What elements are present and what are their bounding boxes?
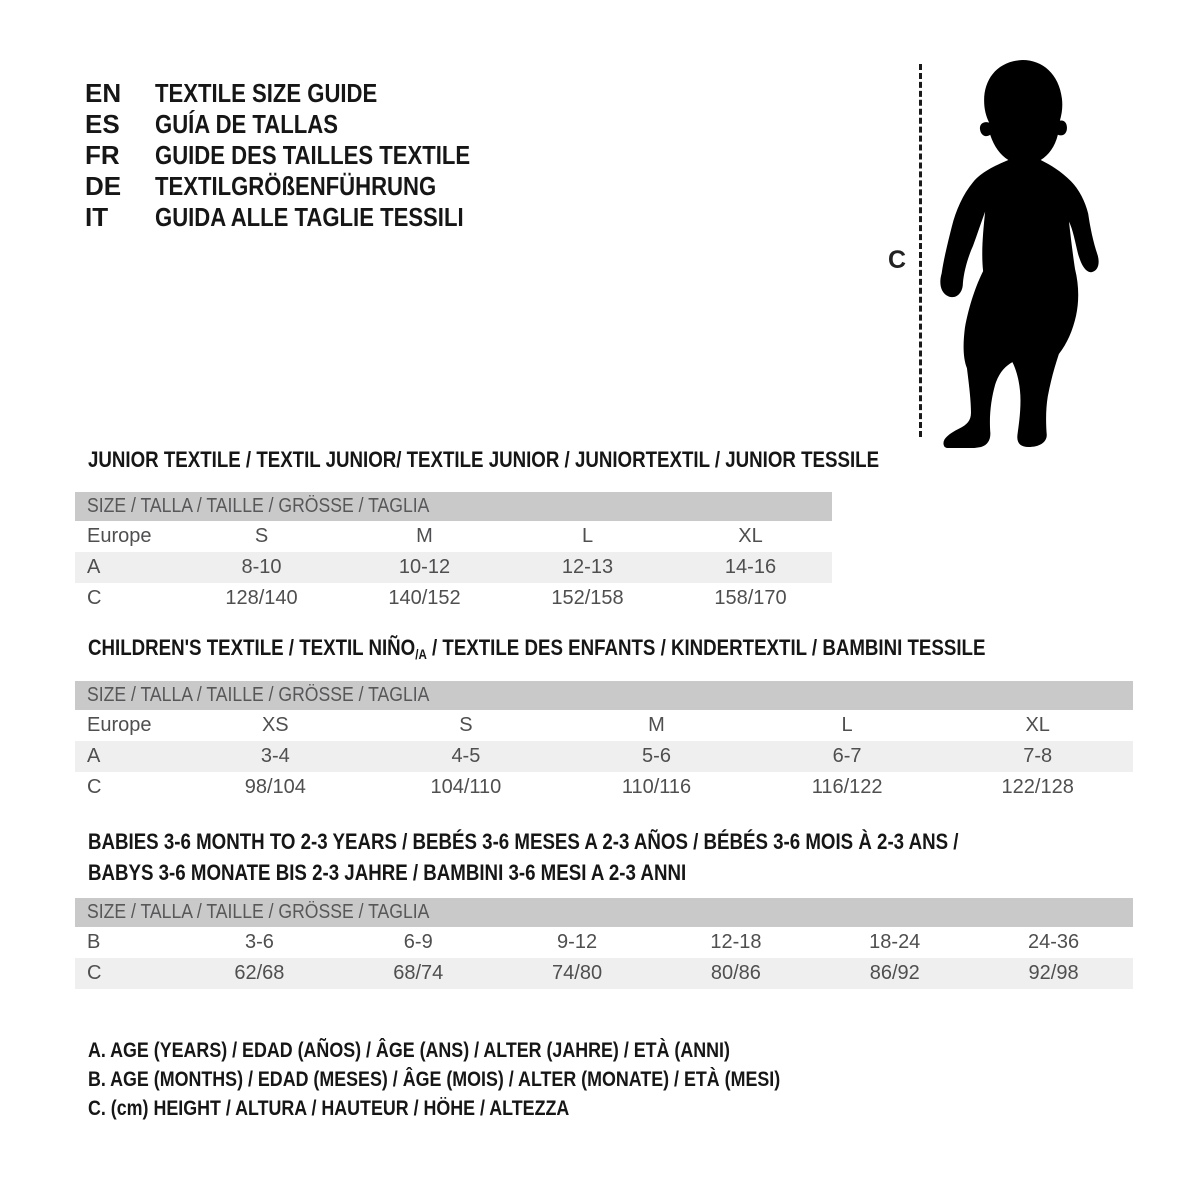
table-cell: 62/68: [234, 962, 285, 984]
row-label: Europe: [87, 714, 152, 736]
language-list: [85, 78, 526, 233]
babies-size-table: [75, 898, 1133, 989]
language-code: EN: [85, 78, 122, 108]
table-cell: 14-16: [724, 556, 777, 578]
table-cell: 3-6: [244, 931, 274, 953]
row-label: A: [87, 745, 101, 767]
babies-caption-line2: BABYS 3-6 MONATE BIS 2-3 JAHRE / BAMBINI 3-6 MESI A 2-3 ANNI: [88, 860, 687, 885]
table-cell: XS: [261, 714, 289, 736]
children-table-caption-text: [88, 632, 985, 666]
table-cell: L: [581, 525, 594, 547]
table-cell: 12-18: [710, 931, 762, 953]
junior-table-caption-text: JUNIOR TEXTILE / TEXTIL JUNIOR/ TEXTILE JUNIOR / JUNIORTEXTIL / JUNIOR TESSILE: [88, 447, 880, 472]
table-cell: 18-24: [869, 931, 921, 953]
row-label: A: [87, 556, 101, 578]
caption-part: / TEXTILE DES ENFANTS / KINDERTEXTIL / BAMBINI TESSILE: [426, 635, 986, 660]
table-cell: 86/92: [869, 962, 920, 984]
table-cell: 92/98: [1028, 962, 1079, 984]
table-cell: 110/116: [621, 776, 692, 798]
legend-text: C. (cm) HEIGHT / ALTURA / HAUTEUR / HÖHE / ALTEZZA: [88, 1097, 570, 1120]
language-code: FR: [85, 140, 120, 170]
table-cell: M: [648, 714, 665, 736]
table-cell: 5-6: [642, 745, 671, 767]
table-cell: XL: [1025, 714, 1050, 736]
table-header: [75, 492, 832, 521]
row-label: B: [87, 931, 101, 953]
table-cell: 7-8: [1023, 745, 1053, 767]
language-title: GUIDE DES TAILLES TEXTILE: [155, 140, 471, 170]
table-cell: 122/128: [1001, 776, 1074, 798]
table-cell: XL: [738, 525, 763, 547]
height-measure-label: C: [888, 246, 907, 274]
legend: [88, 1036, 902, 1123]
table-cell: 6-9: [403, 931, 433, 953]
caption-part: CHILDREN'S TEXTILE / TEXTIL NIÑO: [88, 635, 416, 660]
table-cell: 9-12: [557, 931, 598, 953]
table-cell: M: [416, 525, 433, 547]
babies-table-caption: [88, 826, 1112, 888]
row-label: C: [87, 776, 102, 798]
table-header-text: SIZE / TALLA / TAILLE / GRÖSSE / TAGLIA: [87, 684, 430, 706]
table-row: [75, 521, 832, 552]
table-cell: 140/152: [388, 587, 461, 609]
row-label: C: [87, 587, 102, 609]
table-header: [75, 681, 1133, 710]
language-title: TEXTILGRÖßENFÜHRUNG: [155, 171, 437, 201]
table-cell: 3-4: [260, 745, 290, 767]
language-row: [85, 140, 526, 171]
table-row: [75, 710, 1133, 741]
table-cell: 116/122: [811, 776, 883, 798]
table-row: [75, 552, 832, 583]
table-cell: 158/170: [714, 587, 787, 609]
language-code: DE: [85, 171, 122, 201]
toddler-silhouette-icon: [933, 58, 1111, 448]
table-cell: 8-10: [241, 556, 282, 578]
language-row: [85, 78, 526, 109]
table-cell: S: [459, 714, 473, 736]
junior-table-caption: [88, 444, 1019, 475]
language-code: IT: [85, 202, 109, 232]
table-cell: 6-7: [832, 745, 862, 767]
children-table-caption: [88, 632, 1144, 666]
table-cell: 128/140: [225, 587, 298, 609]
table-cell: 74/80: [552, 962, 603, 984]
table-cell: 152/158: [551, 587, 624, 609]
language-title: GUIDA ALLE TAGLIE TESSILI: [155, 202, 464, 232]
table-row: [75, 958, 1133, 989]
language-row: [85, 109, 526, 140]
table-cell: 10-12: [398, 556, 451, 578]
row-label: Europe: [87, 525, 152, 547]
babies-caption-line1: BABIES 3-6 MONTH TO 2-3 YEARS / BEBÉS 3-6 MESES A 2-3 AÑOS / BÉBÉS 3-6 MOIS À 2-3 ANS /: [88, 829, 959, 854]
language-title: GUÍA DE TALLAS: [155, 109, 338, 139]
height-measure-dashed-line: [919, 64, 922, 437]
table-cell: 12-13: [561, 556, 614, 578]
table-cell: L: [841, 714, 853, 736]
table-cell: 80/86: [710, 962, 761, 984]
language-row: [85, 171, 526, 202]
junior-size-table: [75, 492, 832, 614]
row-label: C: [87, 962, 102, 984]
table-row: [75, 583, 832, 614]
table-row: [75, 741, 1133, 772]
legend-line-b: [88, 1065, 902, 1094]
language-code: ES: [85, 109, 120, 139]
table-cell: 24-36: [1027, 931, 1080, 953]
table-cell: 104/110: [430, 776, 502, 798]
children-size-table: [75, 681, 1133, 803]
language-title: TEXTILE SIZE GUIDE: [155, 78, 378, 108]
table-header-text: SIZE / TALLA / TAILLE / GRÖSSE / TAGLIA: [87, 901, 430, 923]
table-header: [75, 898, 1133, 927]
legend-line-a: [88, 1036, 902, 1065]
legend-line-c: [88, 1094, 902, 1123]
table-cell: 68/74: [393, 962, 444, 984]
table-row: [75, 772, 1133, 803]
table-cell: 4-5: [451, 745, 481, 767]
table-row: [75, 927, 1133, 958]
legend-text: B. AGE (MONTHS) / EDAD (MESES) / ÂGE (MOIS) / ALTER (MONATE) / ETÀ (MESI): [88, 1068, 781, 1091]
legend-text: A. AGE (YEARS) / EDAD (AÑOS) / ÂGE (ANS) / ALTER (JAHRE) / ETÀ (ANNI): [88, 1039, 730, 1062]
table-cell: 98/104: [244, 776, 306, 798]
table-header-text: SIZE / TALLA / TAILLE / GRÖSSE / TAGLIA: [87, 495, 430, 517]
table-cell: S: [254, 525, 269, 547]
caption-subscript: /A: [415, 646, 427, 662]
language-row: [85, 202, 526, 233]
